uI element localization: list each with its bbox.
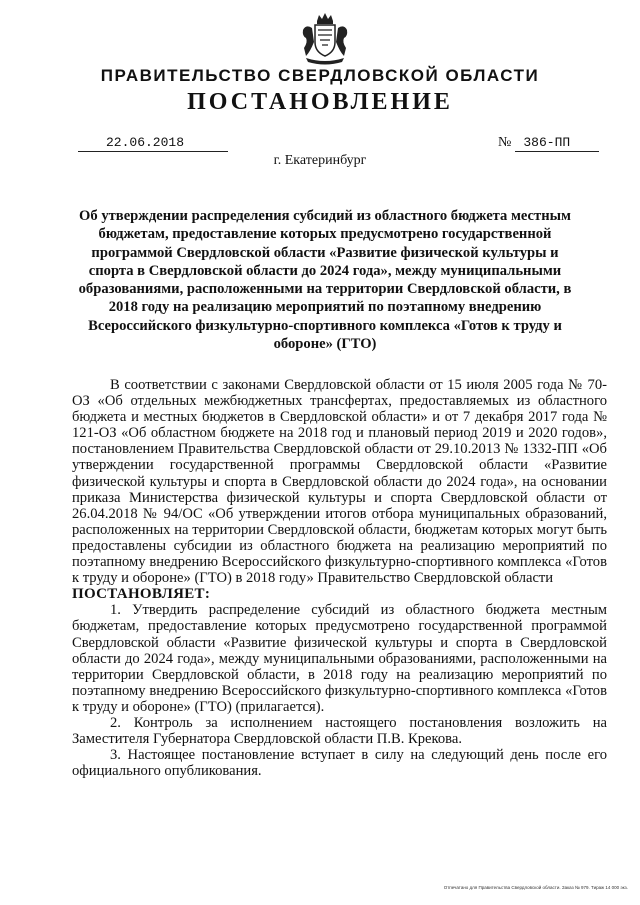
item-3-paragraph: 3. Настоящее постановление вступает в силу на следующий день после его официального опубликования.	[72, 747, 607, 780]
document-date: 22.06.2018	[78, 135, 228, 152]
document-body	[72, 377, 607, 779]
print-footer: Отпечатано для Правительства Свердловской области. Заказ № 979. Тираж 14 000 экз.	[443, 885, 628, 890]
city: г. Екатеринбург	[273, 153, 367, 168]
document-number	[498, 135, 610, 152]
item-2-paragraph: 2. Контроль за исполнением настоящего постановления возложить на Заместителя Губернатора Свердловской области П.В. Крекова.	[72, 714, 607, 748]
preamble-paragraph: В соответствии с законами Свердловской области от 15 июля 2005 года № 70-ОЗ «Об отдельных межбюджетных трансфертах, предоставляемых из областного бюджета и местных бюджетов в Свердловской области» и от 7 декабря 2017 года № 121-ОЗ «Об областном бюджете на 2018 год и плановый период 2019 и 2020 годов», постановлением Правительства Свердловской области от 29.10.2013 № 1332-ПП «Об утверждении государственной программы Свердловской области «Развитие физической культуры и спорта в Свердловской области до 2024 года», на основании приказа Министерства физической культуры и спорта Свердловской области от 26.04.2018 № 94/ОС «Об утверждении итогов отбора муниципальных образований, расположенных на территории Свердловской области, бюджетам которых могут быть предоставлены субсидии из областного бюджета на реализацию мероприятий по поэтапному внедрению Всероссийского физкультурно-спортивного комплекса «Готов к труду и обороне» (ГТО) в 2018 году» Правительство Свердловской области	[72, 377, 607, 587]
item-1-paragraph: 1. Утвердить распределение субсидий из областного бюджета местным бюджетам, предоставление которых предусмотрено государственной программой Свердловской области «Развитие физической культуры и спорта в Свердловской области до 2024 года», между муниципальными образованиями, расположенными на территории Свердловской области, в 2018 году на реализацию мероприятий по поэтапному внедрению Всероссийского физкультурно-спортивного комплекса «Готов к труду и обороне» (ГТО) (прилагается).	[72, 602, 607, 715]
resolves-heading: ПОСТАНОВЛЯЕТ:	[72, 586, 211, 603]
number-value: 386-ПП	[515, 135, 599, 152]
sverdlovsk-coat-of-arms-icon	[300, 12, 350, 66]
government-title: ПРАВИТЕЛЬСТВО СВЕРДЛОВСКОЙ ОБЛАСТИ	[100, 66, 540, 85]
number-sign: №	[498, 135, 512, 150]
document-type: ПОСТАНОВЛЕНИЕ	[187, 89, 453, 115]
document-subject: Об утверждении распределения субсидий из областного бюджета местным бюджетам, предоставление которых предусмотрено государственной программой Свердловской области «Развитие физической культуры и спорта в Свердловской области до 2024 года», между муниципальными образованиями, расположенными на территории Свердловской области, в 2018 году на реализацию мероприятий по поэтапному внедрению Всероссийского физкультурно-спортивного комплекса «Готов к труду и обороне» (ГТО)	[78, 208, 572, 353]
